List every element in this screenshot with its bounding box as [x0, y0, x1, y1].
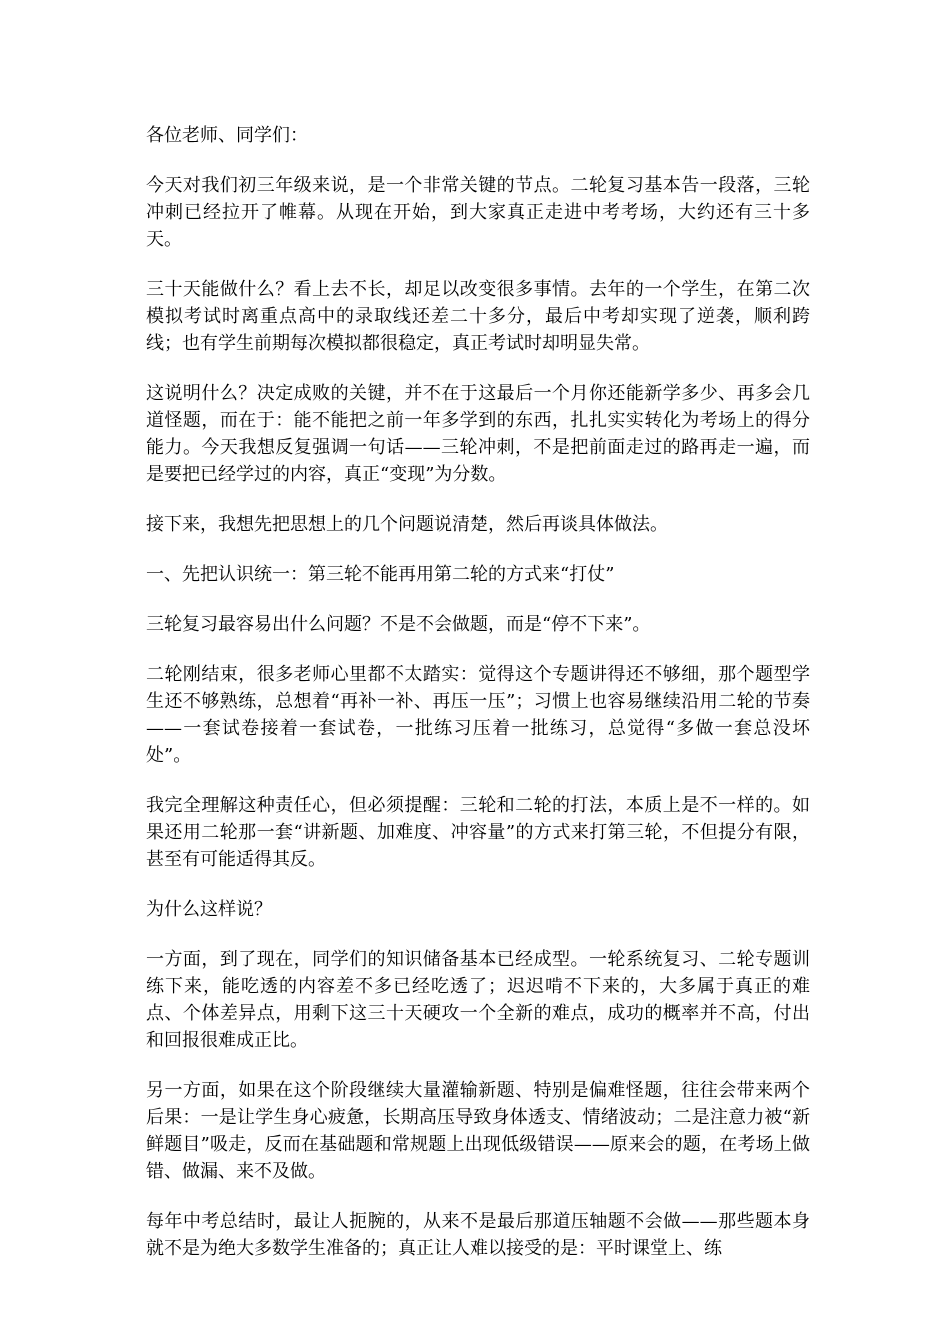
paragraph: 为什么这样说？ — [146, 899, 272, 920]
section-heading: 一、先把认识统一：第三轮不能再用第二轮的方式来“打仗” — [146, 564, 615, 585]
paragraph: 我完全理解这种责任心，但必须提醒：三轮和二轮的打法，本质上是不一样的。如果还用二轮那一套“讲新题、加难度、冲容量”的方式来打第三轮，不但提分有限，甚至有可能适得其反。 — [146, 795, 810, 870]
paragraph: 接下来，我想先把思想上的几个问题说清楚，然后再谈具体做法。 — [146, 514, 668, 535]
paragraph: 今天对我们初三年级来说，是一个非常关键的节点。二轮复习基本告一段落，三轮冲刺已经拉开了帷幕。从现在开始，到大家真正走进中考考场，大约还有三十多天。 — [146, 175, 810, 250]
paragraph: 每年中考总结时，最让人扼腕的，从来不是最后那道压轴题不会做——那些题本身就不是为绝大多数学生准备的；真正让人难以接受的是：平时课堂上、练 — [146, 1211, 810, 1259]
document-body — [146, 122, 810, 1285]
paragraph: 另一方面，如果在这个阶段继续大量灌输新题、特别是偏难怪题，往往会带来两个后果：一是让学生身心疲惫，长期高压导致身体透支、情绪波动；二是注意力被“新鲜题目”吸走，反而在基础题和常规题上出现低级错误——原来会的题，在考场上做错、做漏、来不及做。 — [146, 1080, 810, 1182]
paragraph: 三十天能做什么？看上去不长，却足以改变很多事情。去年的一个学生，在第二次模拟考试时离重点高中的录取线还差二十多分，最后中考却实现了逆袭，顺利跨线；也有学生前期每次模拟都很稳定，真正考试时却明显失常。 — [146, 279, 810, 354]
paragraph: 二轮刚结束，很多老师心里都不太踏实：觉得这个专题讲得还不够细，那个题型学生还不够熟练，总想着“再补一补、再压一压”；习惯上也容易继续沿用二轮的节奏——一套试卷接着一套试卷，一批练习压着一批练习，总觉得“多做一套总没坏处”。 — [146, 664, 810, 766]
paragraph: 这说明什么？决定成败的关键，并不在于这最后一个月你还能新学多少、再多会几道怪题，而在于：能不能把之前一年多学到的东西，扎扎实实转化为考场上的得分能力。今天我想反复强调一句话——三轮冲刺，不是把前面走过的路再走一遍，而是要把已经学过的内容，真正“变现”为分数。 — [146, 383, 810, 485]
paragraph: 一方面，到了现在，同学们的知识储备基本已经成型。一轮系统复习、二轮专题训练下来，能吃透的内容差不多已经吃透了；迟迟啃不下来的，大多属于真正的难点、个体差异点，用剩下这三十天硬攻一个全新的难点，成功的概率并不高，付出和回报很难成正比。 — [146, 949, 810, 1051]
paragraph: 三轮复习最容易出什么问题？不是不会做题，而是“停不下来”。 — [146, 614, 651, 635]
paragraph-greeting: 各位老师、同学们： — [146, 125, 308, 146]
